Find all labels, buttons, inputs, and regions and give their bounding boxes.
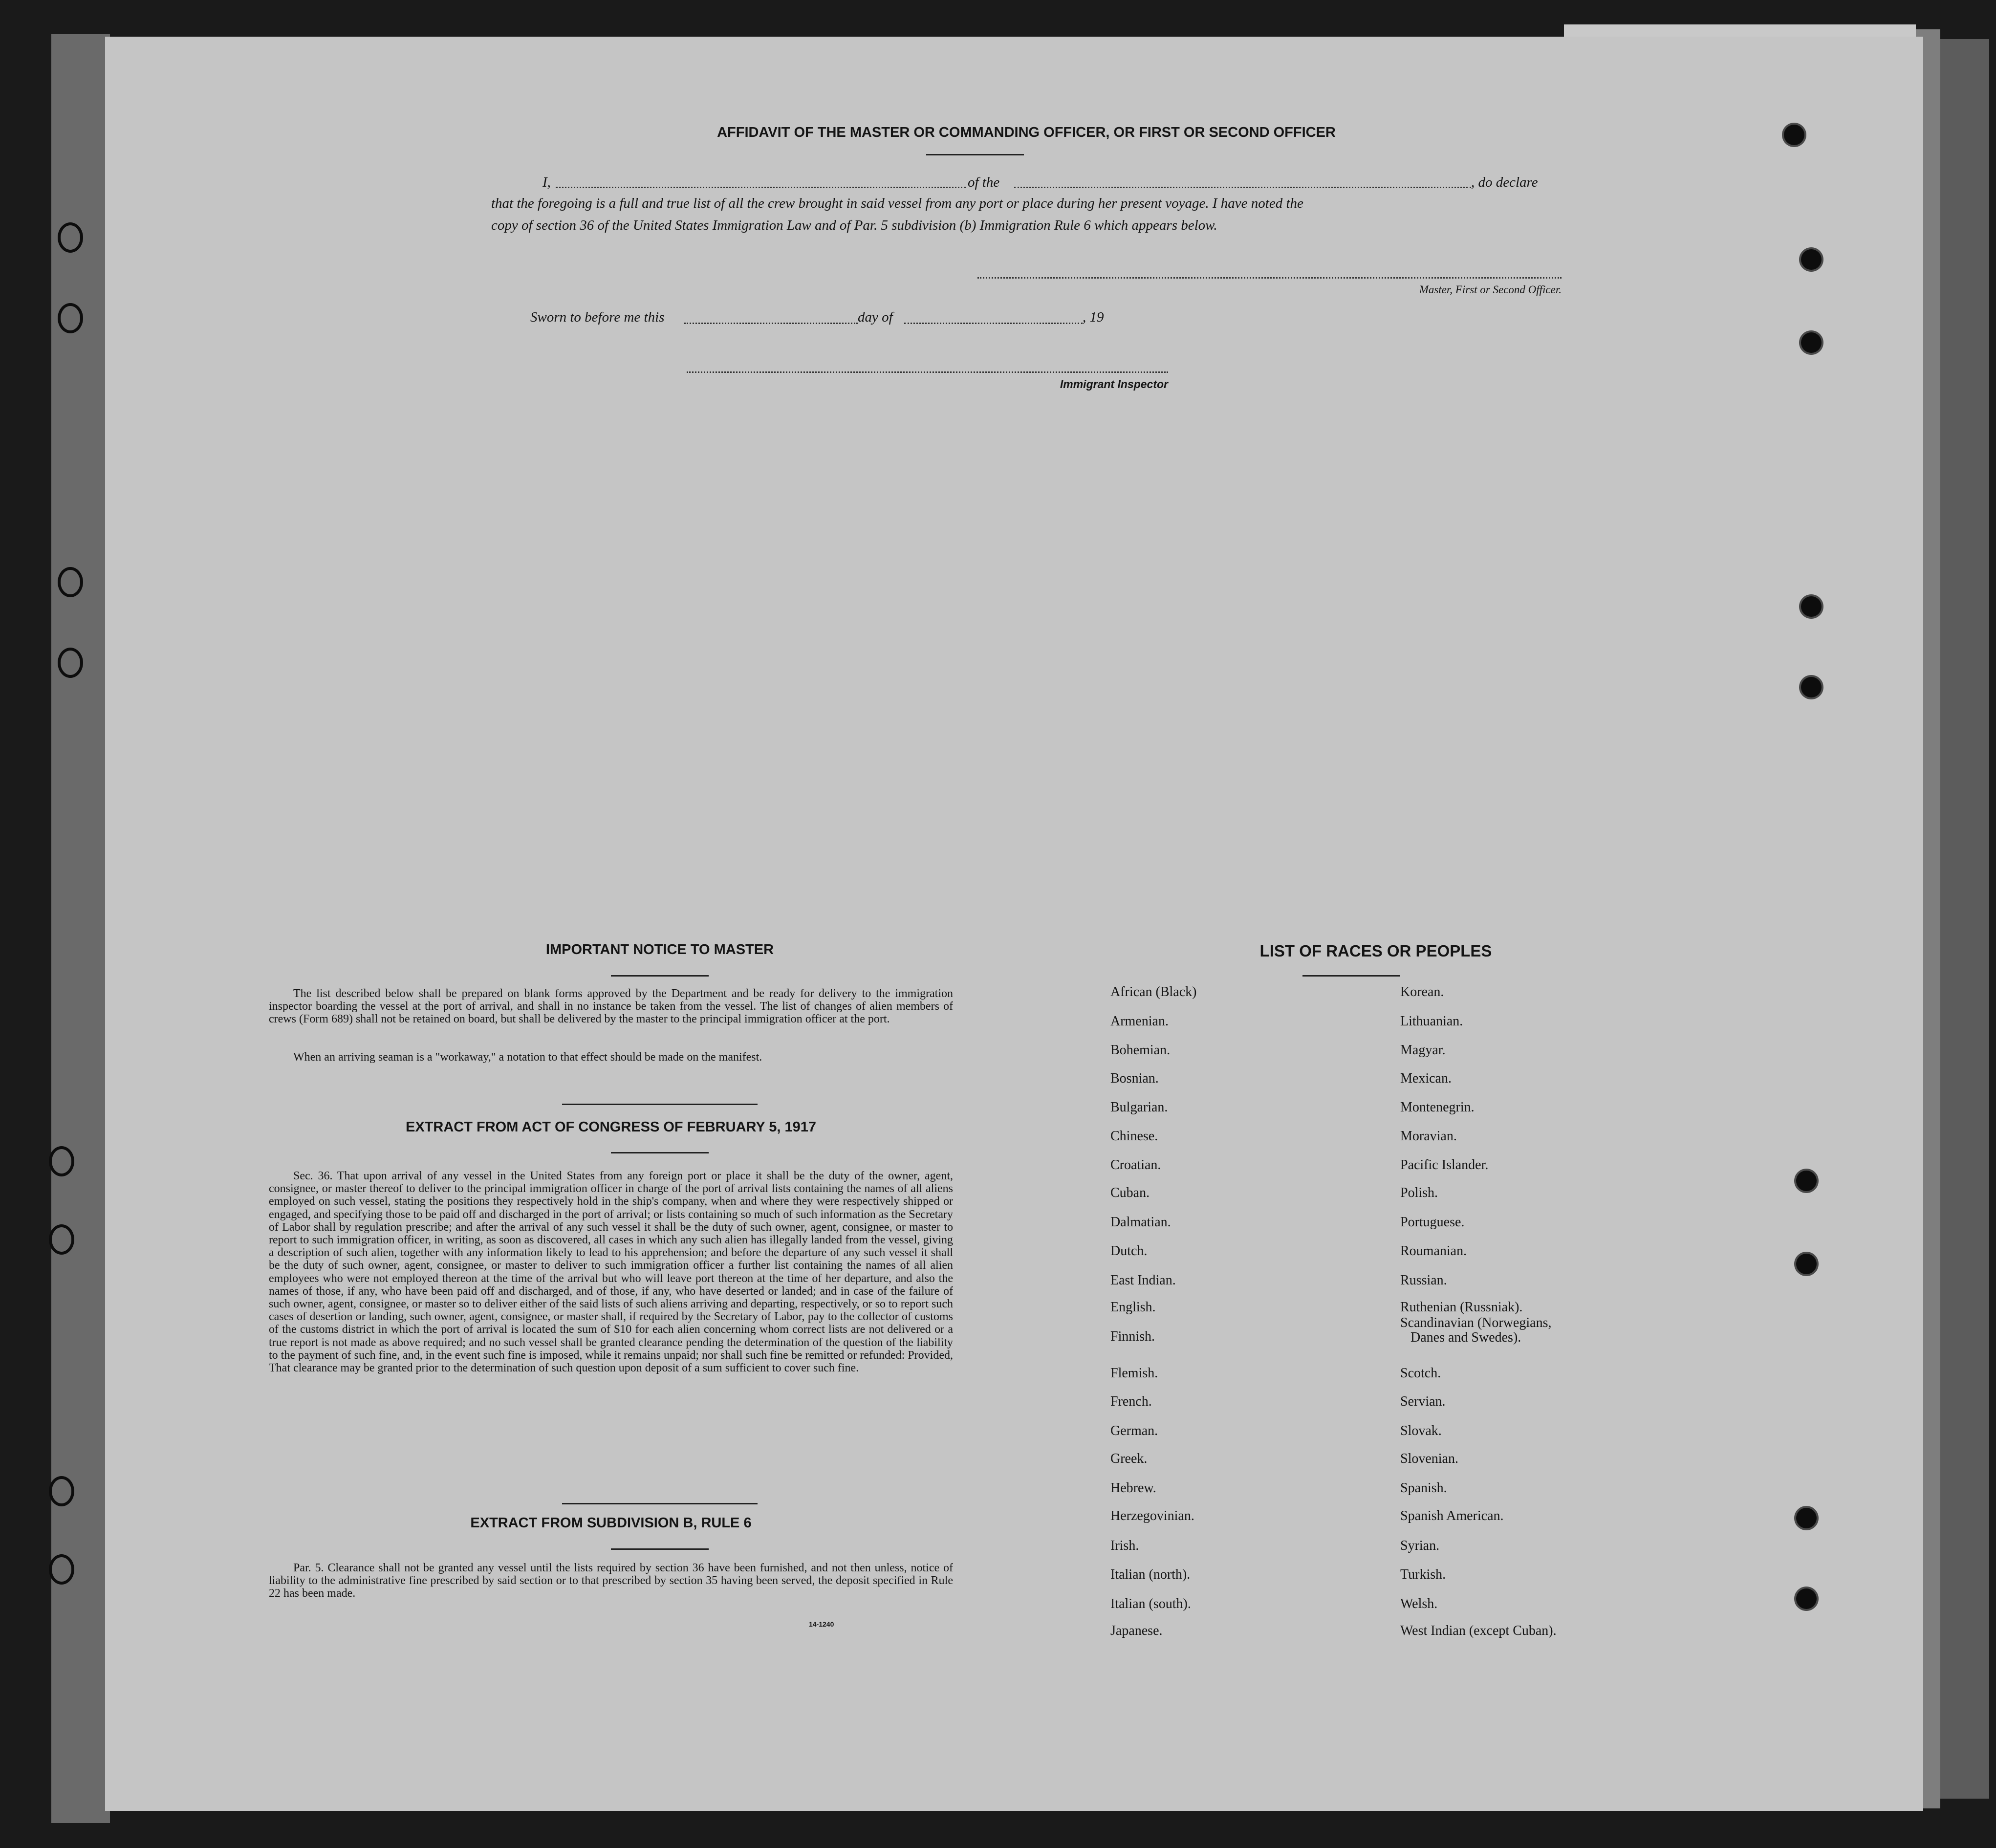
affidavit-i-label: I,	[542, 174, 551, 190]
race-item: Herzegovinian.	[1110, 1508, 1194, 1523]
race-item: Italian (south).	[1110, 1596, 1191, 1611]
race-item: Greek.	[1110, 1451, 1148, 1466]
race-item: Lithuanian.	[1400, 1014, 1463, 1029]
punch-hole	[1801, 332, 1822, 353]
race-item: West Indian (except Cuban).	[1400, 1623, 1557, 1638]
sworn-day-line	[684, 323, 858, 324]
race-item: Portuguese.	[1400, 1215, 1465, 1230]
race-item: Moravian.	[1400, 1129, 1457, 1144]
binder-ring	[58, 648, 83, 678]
day-of-label: day of	[858, 309, 893, 325]
race-item: French.	[1110, 1394, 1152, 1409]
race-item: Welsh.	[1400, 1596, 1438, 1611]
sworn-label: Sworn to before me this	[530, 309, 665, 325]
race-item: Roumanian.	[1400, 1243, 1467, 1259]
race-item: Pacific Islander.	[1400, 1157, 1489, 1173]
race-item: Japanese.	[1110, 1623, 1163, 1638]
punch-hole	[1801, 677, 1822, 697]
punch-hole	[1801, 249, 1822, 270]
race-item: Cuban.	[1110, 1185, 1150, 1200]
punch-hole	[1796, 1171, 1817, 1191]
race-item: Servian.	[1400, 1394, 1446, 1409]
race-item: Flemish.	[1110, 1366, 1158, 1381]
race-item: Finnish.	[1110, 1329, 1155, 1344]
extract-rule-divider	[611, 1548, 709, 1550]
race-item: Scotch.	[1400, 1366, 1441, 1381]
race-item: Spanish.	[1400, 1480, 1447, 1496]
races-title: LIST OF RACES OR PEOPLES	[1259, 942, 1492, 960]
affidavit-line-3: copy of section 36 of the United States Immigration Law and of Par. 5 subdivision (b) Immigration Rule 6 which appears below.	[491, 217, 1217, 233]
title-divider	[926, 154, 1024, 155]
race-item: Italian (north).	[1110, 1567, 1191, 1582]
race-item: Dalmatian.	[1110, 1215, 1171, 1230]
binder-ring	[49, 1476, 74, 1506]
race-item: Syrian.	[1400, 1538, 1440, 1553]
punch-hole	[1796, 1254, 1817, 1274]
signature-line	[977, 277, 1562, 279]
affidavit-of-the-label: of the	[968, 174, 1000, 190]
section-divider	[562, 1104, 758, 1105]
binder-ring	[49, 1146, 74, 1176]
inspector-signature-line	[687, 371, 1168, 373]
race-item: Armenian.	[1110, 1014, 1169, 1029]
race-item: Bulgarian.	[1110, 1100, 1168, 1115]
extract-rule-text: Par. 5. Clearance shall not be granted any vessel until the lists required by section 36 have been furnished, and not then unless, notice of liability to the administrative fine prescribed by said section or to that prescribed by section 35 having been served, the deposit specified in Rule 22 has been made.	[269, 1562, 953, 1600]
vessel-field-line	[1014, 187, 1471, 188]
race-item: Ruthenian (Russniak).	[1400, 1300, 1523, 1315]
affidavit-line-2: that the foregoing is a full and true list of all the crew brought in said vessel from any port or place during her present voyage. I have noted the	[491, 196, 1303, 211]
notice-paragraph-1: The list described below shall be prepared on blank forms approved by the Department and be ready for delivery to the immigration inspector boarding the vessel at the port of arrival, and shall in no instance be taken from the vessel. The list of changes of alien members of crews (Form 689) shall not be retained on board, but shall be delivered by the master to the principal immigration officer at the port.	[269, 987, 953, 1025]
binder-ring	[49, 1224, 74, 1255]
punch-hole	[1796, 1508, 1817, 1528]
race-item: German.	[1110, 1423, 1158, 1438]
race-item: English.	[1110, 1300, 1156, 1315]
race-item: Hebrew.	[1110, 1480, 1156, 1496]
race-item: Polish.	[1400, 1185, 1438, 1200]
extract-act-text: Sec. 36. That upon arrival of any vessel in the United States from any foreign port or place it shall be the duty of the owner, agent, consignee, or master thereof to deliver to the principal immigration officer in charge of the port of arrival lists containing the names of all aliens employed on such vessel, stating the positions they respectively hold in the ship's company, when and where they were respectively shipped or engaged, and specifying those to be paid off and discharged in the port of arrival; or lists containing so much of such information as the Secretary of Labor shall by regulation prescribe; and after the arrival of any such vessel it shall be the duty of such owner, agent, consignee, or master to report to such immigration officer, in writing, as soon as discovered, all cases in which any such alien has illegally landed from the vessel, giving a description of such alien, together with any information likely to lead to his apprehension; and before the departure of any such vessel it shall be the duty of such owner, agent, consignee, or master to deliver to such immigration officer a further list containing the names of all alien employees who were not employed thereon at the time of the arrival but who will leave port thereon at the time of her departure, and also the names of those, if any, who have been paid off and discharged, and of those, if any, who have deserted or landed; and in case of the failure of such owner, agent, consignee, or master so to deliver either of the said lists of such aliens arriving and departing, respectively, or so to report such cases of desertion or landing, such owner, agent, consignee, or master shall, if required by the Secretary of Labor, pay to the collector of customs of the customs district in which the port of arrival is located the sum of $10 for each alien concerning whom correct lists are not delivered or a true report is not made as above required; and no such vessel shall be granted clearance pending the determination of the question of the liability to the payment of such fine, and, in the event such fine is imposed, while it remains unpaid; nor shall such fine be remitted or refunded: Provided, That clearance may be granted prior to the determination of such question upon deposit of a sum sufficient to cover such fine.	[269, 1170, 953, 1375]
race-item: Magyar.	[1400, 1043, 1446, 1058]
race-item: Russian.	[1400, 1273, 1447, 1288]
races-divider	[1302, 975, 1400, 977]
race-item: Dutch.	[1110, 1243, 1148, 1259]
race-item: Scandinavian (Norwegians, Danes and Swedes).	[1400, 1315, 1552, 1345]
race-item: Montenegrin.	[1400, 1100, 1475, 1115]
year-label: , 19	[1083, 309, 1104, 325]
race-item: Slovenian.	[1400, 1451, 1458, 1466]
race-item: Spanish American.	[1400, 1508, 1504, 1523]
race-item: Mexican.	[1400, 1071, 1452, 1086]
race-item: Croatian.	[1110, 1157, 1161, 1173]
race-item: Chinese.	[1110, 1129, 1158, 1144]
race-item: East Indian.	[1110, 1273, 1176, 1288]
affidavit-do-declare: , do declare	[1471, 174, 1538, 190]
punch-hole	[1784, 125, 1804, 145]
extract-rule-title: EXTRACT FROM SUBDIVISION B, RULE 6	[470, 1515, 752, 1531]
inspector-caption: Immigrant Inspector	[1060, 378, 1168, 391]
notice-title: IMPORTANT NOTICE TO MASTER	[545, 942, 774, 957]
affidavit-title: AFFIDAVIT OF THE MASTER OR COMMANDING OFFICER, OR FIRST OR SECOND OFFICER	[717, 125, 1336, 140]
section-divider	[562, 1503, 758, 1504]
notice-paragraph-2: When an arriving seaman is a "workaway," a notation to that effect should be made on the manifest.	[293, 1051, 762, 1064]
extract-act-divider	[611, 1152, 709, 1153]
race-item: Bohemian.	[1110, 1043, 1171, 1058]
sworn-month-line	[904, 323, 1083, 324]
binder-ring	[58, 303, 83, 333]
notice-divider	[611, 975, 709, 977]
race-item: Bosnian.	[1110, 1071, 1159, 1086]
race-item: Irish.	[1110, 1538, 1139, 1553]
race-item: Korean.	[1400, 984, 1444, 1000]
binder-ring	[49, 1554, 74, 1585]
races-left-column	[1110, 985, 1379, 1640]
race-item: African (Black)	[1110, 984, 1197, 1000]
binder-ring	[58, 222, 83, 253]
punch-hole	[1801, 596, 1822, 617]
punch-hole	[1796, 1588, 1817, 1609]
race-item: Turkish.	[1400, 1567, 1446, 1582]
signature-caption: Master, First or Second Officer.	[1419, 283, 1562, 296]
extract-act-title: EXTRACT FROM ACT OF CONGRESS OF FEBRUARY 5, 1917	[405, 1119, 817, 1135]
race-item: Slovak.	[1400, 1423, 1442, 1438]
name-field-line	[556, 187, 966, 188]
races-right-column	[1400, 985, 1693, 1640]
binder-ring	[58, 567, 83, 597]
form-sheet	[105, 37, 1923, 1811]
form-number: 14-1240	[809, 1620, 834, 1628]
